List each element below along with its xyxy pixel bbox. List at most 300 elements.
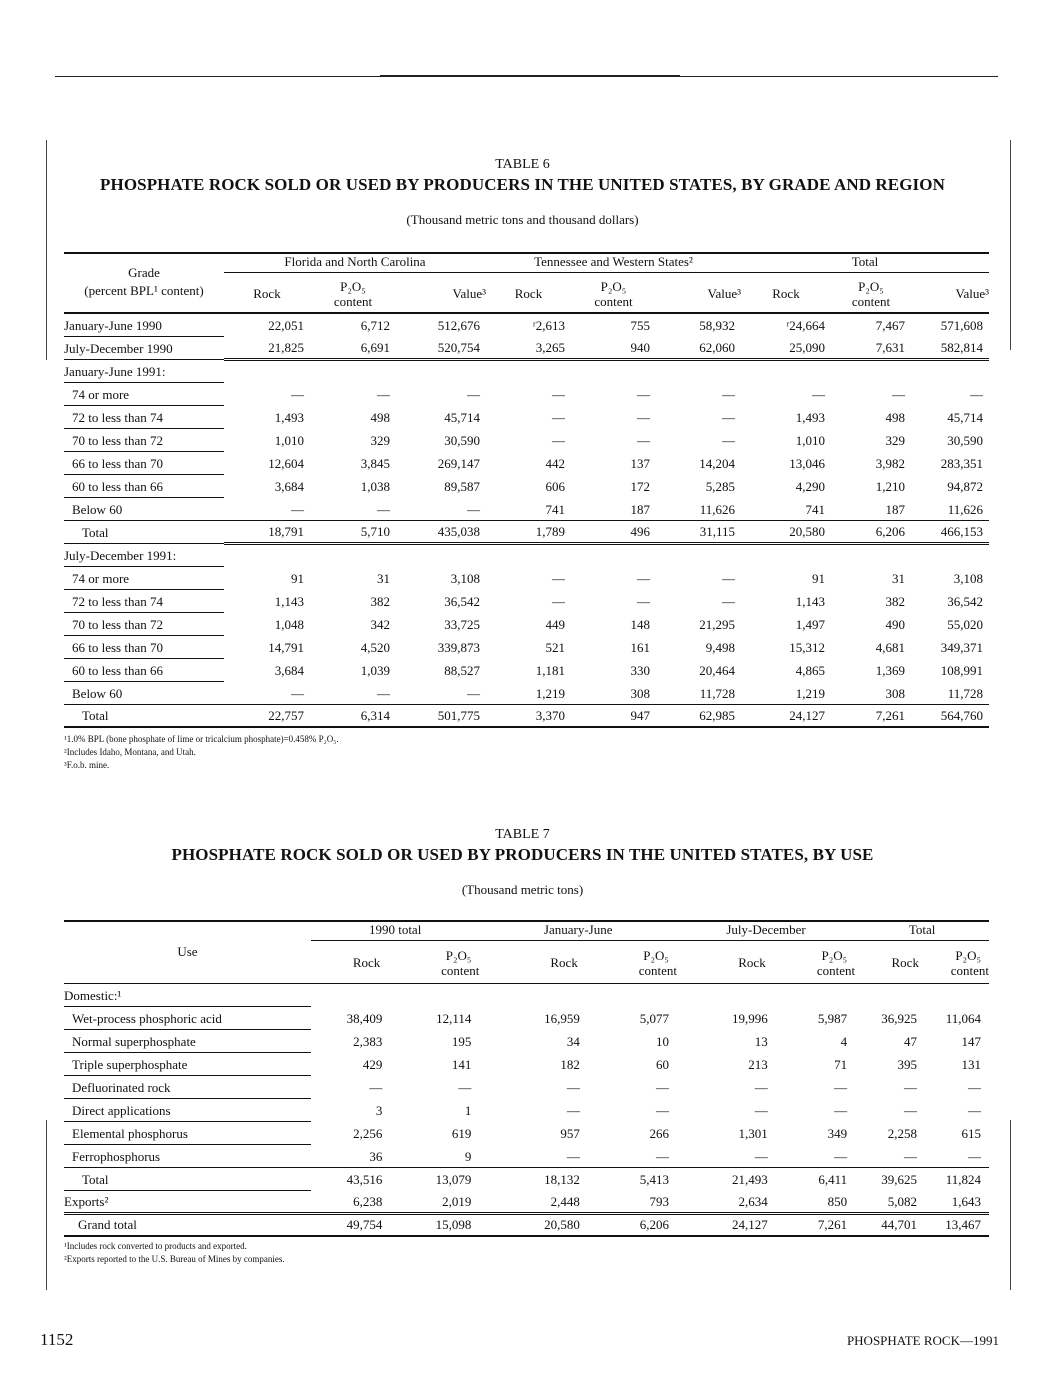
cell-value: 36 <box>369 1148 383 1164</box>
cell-value: — <box>655 1080 669 1095</box>
table-cell <box>486 336 571 359</box>
use-header: Use <box>64 921 311 983</box>
cell-value: 5,077 <box>639 1011 669 1026</box>
cell-value: 349 <box>827 1126 848 1141</box>
table-cell <box>677 1075 776 1098</box>
cell-value: 3,108 <box>953 571 983 586</box>
table-cell <box>588 1006 677 1029</box>
cell-value: 88,527 <box>444 663 480 678</box>
cell-value: 55,020 <box>947 617 983 632</box>
table-cell <box>776 983 855 1006</box>
group-florida-label: Florida and North Carolina <box>224 254 486 273</box>
cell-value: 330 <box>630 663 650 678</box>
cell-value: 2,634 <box>738 1193 768 1209</box>
cell-value: 3,845 <box>360 456 390 471</box>
table-cell <box>479 1144 587 1167</box>
cell-value: 36,542 <box>947 594 983 609</box>
table-cell <box>390 1213 479 1236</box>
table-cell <box>741 658 831 681</box>
cell-value: — <box>722 571 735 586</box>
section-header-row <box>64 359 989 382</box>
total-row <box>64 1167 989 1190</box>
table-cell <box>911 612 989 635</box>
cell-value: 442 <box>545 456 565 471</box>
row-label: Below 60 <box>64 681 224 704</box>
table-cell <box>396 658 486 681</box>
cell-value: 20,464 <box>699 663 735 678</box>
table-cell <box>479 1052 587 1075</box>
col-content-label: content <box>638 962 677 978</box>
table7-footnote-1: ¹Includes rock converted to products and exported. <box>64 1241 247 1251</box>
table-cell <box>396 405 486 428</box>
cell-value: — <box>552 433 565 448</box>
table-cell <box>741 543 831 566</box>
cell-value: — <box>552 387 565 402</box>
table-cell <box>831 359 911 382</box>
table-cell <box>831 336 911 359</box>
cell-value: — <box>377 685 390 701</box>
table-cell <box>310 497 396 520</box>
cell-value: 7,631 <box>875 339 905 355</box>
cell-value: 466,153 <box>940 523 983 539</box>
table6-footnote-1: ¹1.0% BPL (bone phosphate of lime or tricalcium phosphate)=0.458% P₂O₅. <box>64 734 339 744</box>
table-cell <box>911 451 989 474</box>
cell-value: 49,754 <box>346 1217 383 1232</box>
section-header-row <box>64 543 989 566</box>
table6-title: PHOSPHATE ROCK SOLD OR USED BY PRODUCERS IN THE UNITED STATES, BY GRADE AND REGION <box>100 175 945 194</box>
cell-value: — <box>566 1080 580 1095</box>
cell-value: 13,046 <box>789 456 825 471</box>
col-value: Value³ <box>656 275 741 313</box>
table-cell <box>855 1121 925 1144</box>
table-cell <box>486 612 571 635</box>
table-row <box>64 1029 989 1052</box>
col-value: Value³ <box>396 275 486 313</box>
col-p2o5-label: P₂O₅ <box>643 947 669 963</box>
table-cell <box>310 543 396 566</box>
cell-value: — <box>722 410 735 425</box>
cell-value: 20,580 <box>789 523 825 539</box>
cell-value: 1,789 <box>535 523 565 539</box>
table-cell <box>311 1167 390 1190</box>
cell-value: 1,301 <box>738 1126 768 1141</box>
table-cell <box>396 336 486 359</box>
cell-value: 58,932 <box>699 318 735 333</box>
group-juldec-label: July-December <box>677 922 855 941</box>
table6 <box>64 252 989 728</box>
table-cell <box>571 520 656 543</box>
col-p2o5 <box>776 943 855 983</box>
table-cell <box>741 405 831 428</box>
cell-value: 5,413 <box>639 1172 669 1187</box>
row-label: 60 to less than 66 <box>64 658 224 681</box>
cell-value: 12,114 <box>436 1011 472 1026</box>
table-cell <box>656 428 741 451</box>
table-cell <box>656 635 741 658</box>
table-cell <box>911 589 989 612</box>
table-cell <box>390 1190 479 1213</box>
table-cell <box>855 983 925 1006</box>
table-row <box>64 382 989 405</box>
table-cell <box>831 589 911 612</box>
group-florida <box>224 253 486 275</box>
table-cell <box>656 612 741 635</box>
cell-value: — <box>377 387 390 402</box>
cell-value: 2,258 <box>887 1126 917 1141</box>
cell-value: — <box>903 1148 917 1164</box>
cell-value: — <box>655 1148 669 1164</box>
cell-value: — <box>467 685 480 701</box>
cell-value: — <box>722 594 735 609</box>
table7-body <box>64 983 989 1236</box>
row-label: Triple superphosphate <box>64 1052 311 1075</box>
cell-value: 619 <box>451 1126 472 1141</box>
table-cell <box>911 658 989 681</box>
table-cell <box>396 566 486 589</box>
table-cell <box>224 704 310 727</box>
table-cell <box>911 359 989 382</box>
table-cell <box>831 520 911 543</box>
table-row <box>64 451 989 474</box>
cell-value: 1,010 <box>795 433 825 448</box>
table-cell <box>831 681 911 704</box>
table-cell <box>310 313 396 336</box>
cell-value: 3,684 <box>274 479 304 494</box>
cell-value: — <box>968 1148 981 1164</box>
cell-value: 1,210 <box>875 479 905 494</box>
table-cell <box>311 1006 390 1029</box>
cell-value: 11,824 <box>945 1172 981 1187</box>
table-cell <box>571 589 656 612</box>
table-cell <box>310 589 396 612</box>
cell-value: — <box>722 387 735 402</box>
table-cell <box>311 1121 390 1144</box>
table-cell <box>741 704 831 727</box>
cell-value: 9 <box>464 1148 472 1164</box>
table-cell <box>479 1075 587 1098</box>
cell-value: 308 <box>630 685 650 701</box>
cell-value: 147 <box>961 1034 981 1049</box>
table-cell <box>776 1029 855 1052</box>
table-cell <box>310 474 396 497</box>
cell-value: ʳ2,613 <box>532 318 565 333</box>
cell-value: 13 <box>754 1034 768 1049</box>
col-p2o5-label: P₂O₅ <box>340 278 366 294</box>
table-cell <box>831 497 911 520</box>
table-cell <box>677 1052 776 1075</box>
cell-value: 34 <box>566 1034 580 1049</box>
table-cell <box>224 543 310 566</box>
table-cell <box>390 983 479 1006</box>
cell-value: 5,285 <box>705 479 735 494</box>
cell-value: 349,371 <box>940 640 983 655</box>
table-cell <box>741 635 831 658</box>
table-cell <box>831 658 911 681</box>
table-cell <box>396 474 486 497</box>
table-cell <box>588 1075 677 1098</box>
cell-value: — <box>834 1103 848 1118</box>
cell-value: — <box>892 387 905 402</box>
cell-value: ʳ24,664 <box>786 318 825 333</box>
row-label: Grand total <box>64 1213 311 1236</box>
cell-value: 108,991 <box>940 663 983 678</box>
col-p2o5 <box>310 275 396 313</box>
table-cell <box>486 497 571 520</box>
table-cell <box>479 983 587 1006</box>
row-label: January-June 1990 <box>64 313 224 336</box>
table-cell <box>486 543 571 566</box>
cell-value: 2,383 <box>353 1034 383 1049</box>
table-cell <box>571 428 656 451</box>
cell-value: 137 <box>630 456 650 471</box>
cell-value: 2,019 <box>442 1193 472 1209</box>
cell-value: — <box>968 1103 981 1118</box>
cell-value: 339,873 <box>437 640 480 655</box>
table-cell <box>390 1006 479 1029</box>
table-cell <box>310 382 396 405</box>
row-label: July-December 1990 <box>64 336 224 359</box>
table-cell <box>831 612 911 635</box>
cell-value: 36,542 <box>444 594 480 609</box>
cell-value: 89,587 <box>444 479 480 494</box>
cell-value: — <box>834 1080 848 1095</box>
cell-value: — <box>754 1103 768 1118</box>
table-row <box>64 1052 989 1075</box>
cell-value: — <box>968 1080 981 1095</box>
table6-footnotes <box>64 733 339 772</box>
row-label: 74 or more <box>64 566 224 589</box>
table-cell <box>486 451 571 474</box>
cell-value: 1,369 <box>875 663 905 678</box>
table-cell <box>311 1029 390 1052</box>
table-cell <box>741 681 831 704</box>
table-cell <box>925 1144 989 1167</box>
table-cell <box>656 566 741 589</box>
cell-value: 2,256 <box>353 1126 383 1141</box>
table-cell <box>855 1052 925 1075</box>
table-cell <box>911 336 989 359</box>
cell-value: 11,728 <box>947 685 983 701</box>
table-cell <box>677 1006 776 1029</box>
cell-value: 13,467 <box>945 1217 981 1232</box>
table-cell <box>911 474 989 497</box>
cell-value: — <box>812 387 825 402</box>
cell-value: 1,010 <box>274 433 304 448</box>
cell-value: 6,314 <box>360 708 390 723</box>
table-cell <box>741 566 831 589</box>
cell-value: 44,701 <box>881 1217 917 1232</box>
table-cell <box>741 382 831 405</box>
cell-value: 30,590 <box>444 433 480 448</box>
cell-value: 24,127 <box>789 708 825 723</box>
table-cell <box>396 612 486 635</box>
cell-value: 33,725 <box>444 617 480 632</box>
row-label: 72 to less than 74 <box>64 405 224 428</box>
cell-value: 940 <box>630 339 650 355</box>
table-cell <box>831 474 911 497</box>
table-cell <box>911 704 989 727</box>
group-total7 <box>855 921 989 943</box>
table-cell <box>911 520 989 543</box>
table-cell <box>390 1029 479 1052</box>
table-row <box>64 497 989 520</box>
cell-value: 3,108 <box>450 571 480 586</box>
table-cell <box>677 1098 776 1121</box>
table-cell <box>571 635 656 658</box>
table-cell <box>479 1121 587 1144</box>
section-header-row <box>64 983 989 1006</box>
table-cell <box>776 1144 855 1167</box>
row-label: Total <box>64 520 224 543</box>
table-cell <box>831 543 911 566</box>
table-cell <box>925 983 989 1006</box>
table-cell <box>911 428 989 451</box>
cell-value: 4,290 <box>795 479 825 494</box>
cell-value: — <box>291 685 304 701</box>
table-cell <box>486 405 571 428</box>
table-cell <box>677 1167 776 1190</box>
cell-value: 1,493 <box>274 410 304 425</box>
table-cell <box>486 382 571 405</box>
table6-label: TABLE 6 <box>495 157 550 172</box>
table-cell <box>656 658 741 681</box>
cell-value: 12,604 <box>268 456 304 471</box>
cell-value: 141 <box>451 1057 472 1072</box>
cell-value: 1,493 <box>795 410 825 425</box>
cell-value: 16,959 <box>544 1011 580 1026</box>
cell-value: 606 <box>545 479 565 494</box>
cell-value: — <box>377 501 390 517</box>
table-cell <box>588 1029 677 1052</box>
table-cell <box>911 497 989 520</box>
cell-value: 1,497 <box>795 617 825 632</box>
cell-value: 3 <box>375 1103 383 1118</box>
table-row <box>64 681 989 704</box>
cell-value: 20,580 <box>544 1217 580 1232</box>
table-cell <box>925 1029 989 1052</box>
cell-value: — <box>552 571 565 586</box>
cell-value: 490 <box>885 617 905 632</box>
table-cell <box>224 635 310 658</box>
table-cell <box>396 704 486 727</box>
table-cell <box>571 474 656 497</box>
cell-value: 850 <box>827 1193 848 1209</box>
table-cell <box>911 635 989 658</box>
table-cell <box>831 566 911 589</box>
table-cell <box>588 1190 677 1213</box>
cell-value: 6,238 <box>353 1193 383 1209</box>
table-cell <box>486 428 571 451</box>
table-row <box>64 1006 989 1029</box>
cell-value: 4,865 <box>795 663 825 678</box>
table-cell <box>310 405 396 428</box>
table-cell <box>925 1006 989 1029</box>
table-cell <box>479 1167 587 1190</box>
cell-value: 1,643 <box>951 1193 981 1209</box>
cell-value: 21,825 <box>268 339 304 355</box>
table-cell <box>571 405 656 428</box>
table-row <box>64 566 989 589</box>
cell-value: 18,791 <box>268 523 304 539</box>
cell-value: 22,051 <box>268 318 304 333</box>
table-cell <box>310 635 396 658</box>
table-cell <box>224 359 310 382</box>
table-cell <box>390 1052 479 1075</box>
cell-value: 3,370 <box>535 708 565 723</box>
group-total7-label: Total <box>855 922 989 941</box>
cell-value: 195 <box>451 1034 472 1049</box>
cell-value: — <box>754 1080 768 1095</box>
cell-value: 5,710 <box>360 523 390 539</box>
table-cell <box>911 543 989 566</box>
table-cell <box>776 1075 855 1098</box>
grade-header-line1: Grade <box>128 265 160 280</box>
row-label: 66 to less than 70 <box>64 451 224 474</box>
cell-value: 496 <box>630 523 650 539</box>
page-number: 1152 <box>40 1330 74 1349</box>
col-p2o5 <box>390 943 479 983</box>
table-row <box>64 1121 989 1144</box>
row-label: Domestic:¹ <box>64 983 311 1006</box>
table-cell <box>396 428 486 451</box>
total-row <box>64 704 989 727</box>
table-cell <box>925 1052 989 1075</box>
cell-value: 1 <box>464 1103 472 1118</box>
table-cell <box>656 497 741 520</box>
table6-footnote-3: ³F.o.b. mine. <box>64 760 110 770</box>
cell-value: 39,625 <box>881 1172 917 1187</box>
table-cell <box>741 359 831 382</box>
cell-value: 308 <box>885 685 905 701</box>
table-cell <box>224 313 310 336</box>
cell-value: — <box>566 1103 580 1118</box>
group-total-label: Total <box>741 254 989 273</box>
cell-value: — <box>467 501 480 517</box>
table-row <box>64 1098 989 1121</box>
table-cell <box>310 566 396 589</box>
table-cell <box>479 1029 587 1052</box>
cell-value: — <box>552 594 565 609</box>
row-label: January-June 1991: <box>64 359 224 382</box>
table-cell <box>571 497 656 520</box>
table-row <box>64 474 989 497</box>
group-1990 <box>311 921 480 943</box>
col-p2o5-label: P₂O₅ <box>445 947 472 963</box>
cell-value: 3,982 <box>875 456 905 471</box>
cell-value: 520,754 <box>437 339 480 355</box>
table-cell <box>571 451 656 474</box>
cell-value: 19,996 <box>731 1011 768 1026</box>
cell-value: 1,181 <box>535 663 565 678</box>
cell-value: 15,312 <box>789 640 825 655</box>
table-cell <box>396 382 486 405</box>
table-cell <box>776 1213 855 1236</box>
cell-value: 498 <box>885 410 905 425</box>
cell-value: 60 <box>655 1057 669 1072</box>
cell-value: 1,219 <box>535 685 565 701</box>
table-cell <box>911 566 989 589</box>
row-label: July-December 1991: <box>64 543 224 566</box>
cell-value: — <box>637 571 650 586</box>
table-cell <box>776 1190 855 1213</box>
table-cell <box>311 1190 390 1213</box>
cell-value: 6,206 <box>875 523 905 539</box>
cell-value: 24,127 <box>731 1217 768 1232</box>
table-cell <box>390 1144 479 1167</box>
table-cell <box>911 313 989 336</box>
cell-value: 187 <box>630 501 650 517</box>
total-row <box>64 520 989 543</box>
